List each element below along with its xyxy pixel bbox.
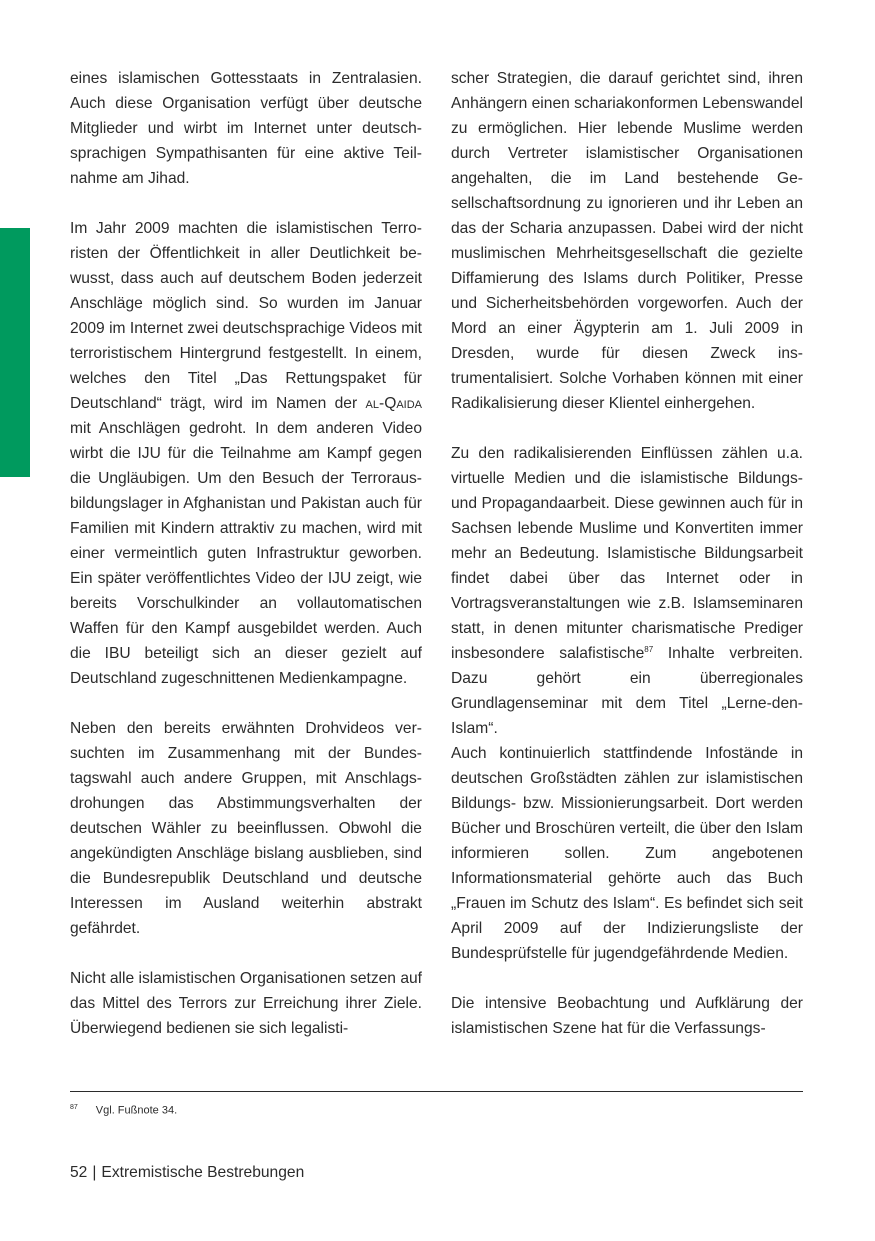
chapter-marker-bar bbox=[0, 228, 30, 477]
page-footer bbox=[70, 1162, 304, 1184]
right-paragraph-1: scher Strategien, die darauf gerichtet sind, ihren Anhängern einen schariakonformen Lebenswandel zu ermöglichen. Hier lebende Muslime werden durch Vertreter islamistischer Organisationen angehalten, die im Land bestehende Gesellschaftsordnung zu ignorieren und ihr Leben an das der Scharia anzupassen. Dabei wird der nicht muslimischen Mehrheitsgesellschaft die gezielte Diffamierung des Islams durch Politiker, Presse und Sicherheitsbehörden vorgeworfen. Auch der Mord an einer Ägypterin am 1. Juli 2009 in Dresden, wurde für diesen Zweck instrumentalisiert. Solche Vorhaben können mit einer Radikalisierung dieser Klientel einhergehen. bbox=[451, 70, 803, 412]
left-paragraph-2 bbox=[70, 216, 422, 691]
right-paragraph-2 bbox=[451, 441, 803, 741]
footnote-text: Vgl. Fußnote 34. bbox=[95, 1104, 178, 1117]
left-paragraph-2-text-a: Im Jahr 2009 machten die islamistischen Terroristen der Öffentlichkeit in aller Deutlichkeit bewusst, dass auch auf deutschem Boden jederzeit Anschläge möglich sind. So wurden im Januar 2009 im Internet zwei deutschsprachige Videos mit terroristischem Hintergrund festgestellt. In einem, welches den Titel „Das Rettungspaket für Deutschland“ trägt, wird im Namen der bbox=[70, 220, 422, 412]
footnote-reference: 87 bbox=[644, 644, 654, 654]
right-paragraph-2-text-a: Zu den radikalisierenden Einflüssen zählen u.a. virtuelle Medien und die islamistische Bildungs- und Propagandaarbeit. Diese gewinnen auch für in Sachsen lebende Muslime und Konvertiten immer mehr an Bedeutung. Islamistische Bildungsarbeit findet dabei über das Internet oder in Vortragsveranstaltungen wie z.B. Islamseminaren statt, in denen mitunter charismatische Prediger insbesondere salafistische bbox=[451, 445, 803, 662]
footnote-number: 87 bbox=[70, 1104, 78, 1111]
organization-name: al-Qaida bbox=[365, 395, 422, 412]
left-paragraph-4: Nicht alle islamistischen Organisationen setzen auf das Mittel des Terrors zur Erreichung ihrer Ziele. Überwiegend bedienen sie sich legalisti- bbox=[70, 970, 422, 1037]
right-column bbox=[451, 66, 803, 1041]
left-paragraph-1: eines islamischen Gottesstaats in Zentralasien. Auch diese Organisation verfügt über deutsche Mitglieder und wirbt im Internet unter deutschsprachigen Sympathisanten für eine aktive Teilnahme am Jihad. bbox=[70, 70, 422, 187]
footnote-divider bbox=[70, 1091, 803, 1092]
left-paragraph-3: Neben den bereits erwähnten Drohvideos versuchten im Zusammenhang mit der Bundestagswahl auch andere Gruppen, mit Anschlagsdrohungen das Abstimmungsverhalten der deutschen Wähler zu beeinflussen. Obwohl die angekündigten Anschläge bislang ausblieben, sind die Bundesrepublik Deutschland und deutsche Interessen im Ausland weiterhin abstrakt gefährdet. bbox=[70, 720, 422, 937]
left-column bbox=[70, 66, 422, 1041]
right-paragraph-3: Auch kontinuierlich stattfindende Infostände in deutschen Großstädten zählen zur islamistischen Bildungs- bzw. Missionierungsarbeit. Dort werden Bücher und Broschüren verteilt, die über den Islam informieren sollen. Zum angebotenen Informationsmaterial gehörte auch das Buch „Frauen im Schutz des Islam“. Es befindet sich seit April 2009 auf der Indizierungsliste der Bundesprüfstelle für jugendgefährdende Medien. bbox=[451, 745, 803, 962]
page-number: 52 bbox=[70, 1164, 88, 1181]
footnote bbox=[70, 1101, 177, 1118]
right-paragraph-4: Die intensive Beobachtung und Aufklärung der islamistischen Szene hat für die Verfassungs- bbox=[451, 995, 803, 1037]
footer-separator: | bbox=[92, 1164, 97, 1181]
section-title: Extremistische Bestrebungen bbox=[101, 1164, 305, 1181]
right-paragraph-2-text-b: Inhalte verbreiten. Dazu gehört ein überregionales Grundlagenseminar mit dem Titel „Lerne-den-Islam“. bbox=[451, 645, 803, 737]
left-paragraph-2-text-b: mit Anschlägen gedroht. In dem anderen Video wirbt die IJU für die Teilnahme am Kampf gegen die Ungläubigen. Um den Besuch der Terrorausbildungslager in Afghanistan und Pakistan auch für Familien mit Kindern attraktiv zu machen, wird mit einer vermeintlich guten Infrastruktur geworben. Ein später veröffentlichtes Video der IJU zeigt, wie bereits Vorschulkinder an vollautomatischen Waffen für den Kampf ausgebildet werden. Auch die IBU beteiligt sich an dieser gezielt auf Deutschland zugeschnittenen Medienkampagne. bbox=[70, 420, 422, 687]
